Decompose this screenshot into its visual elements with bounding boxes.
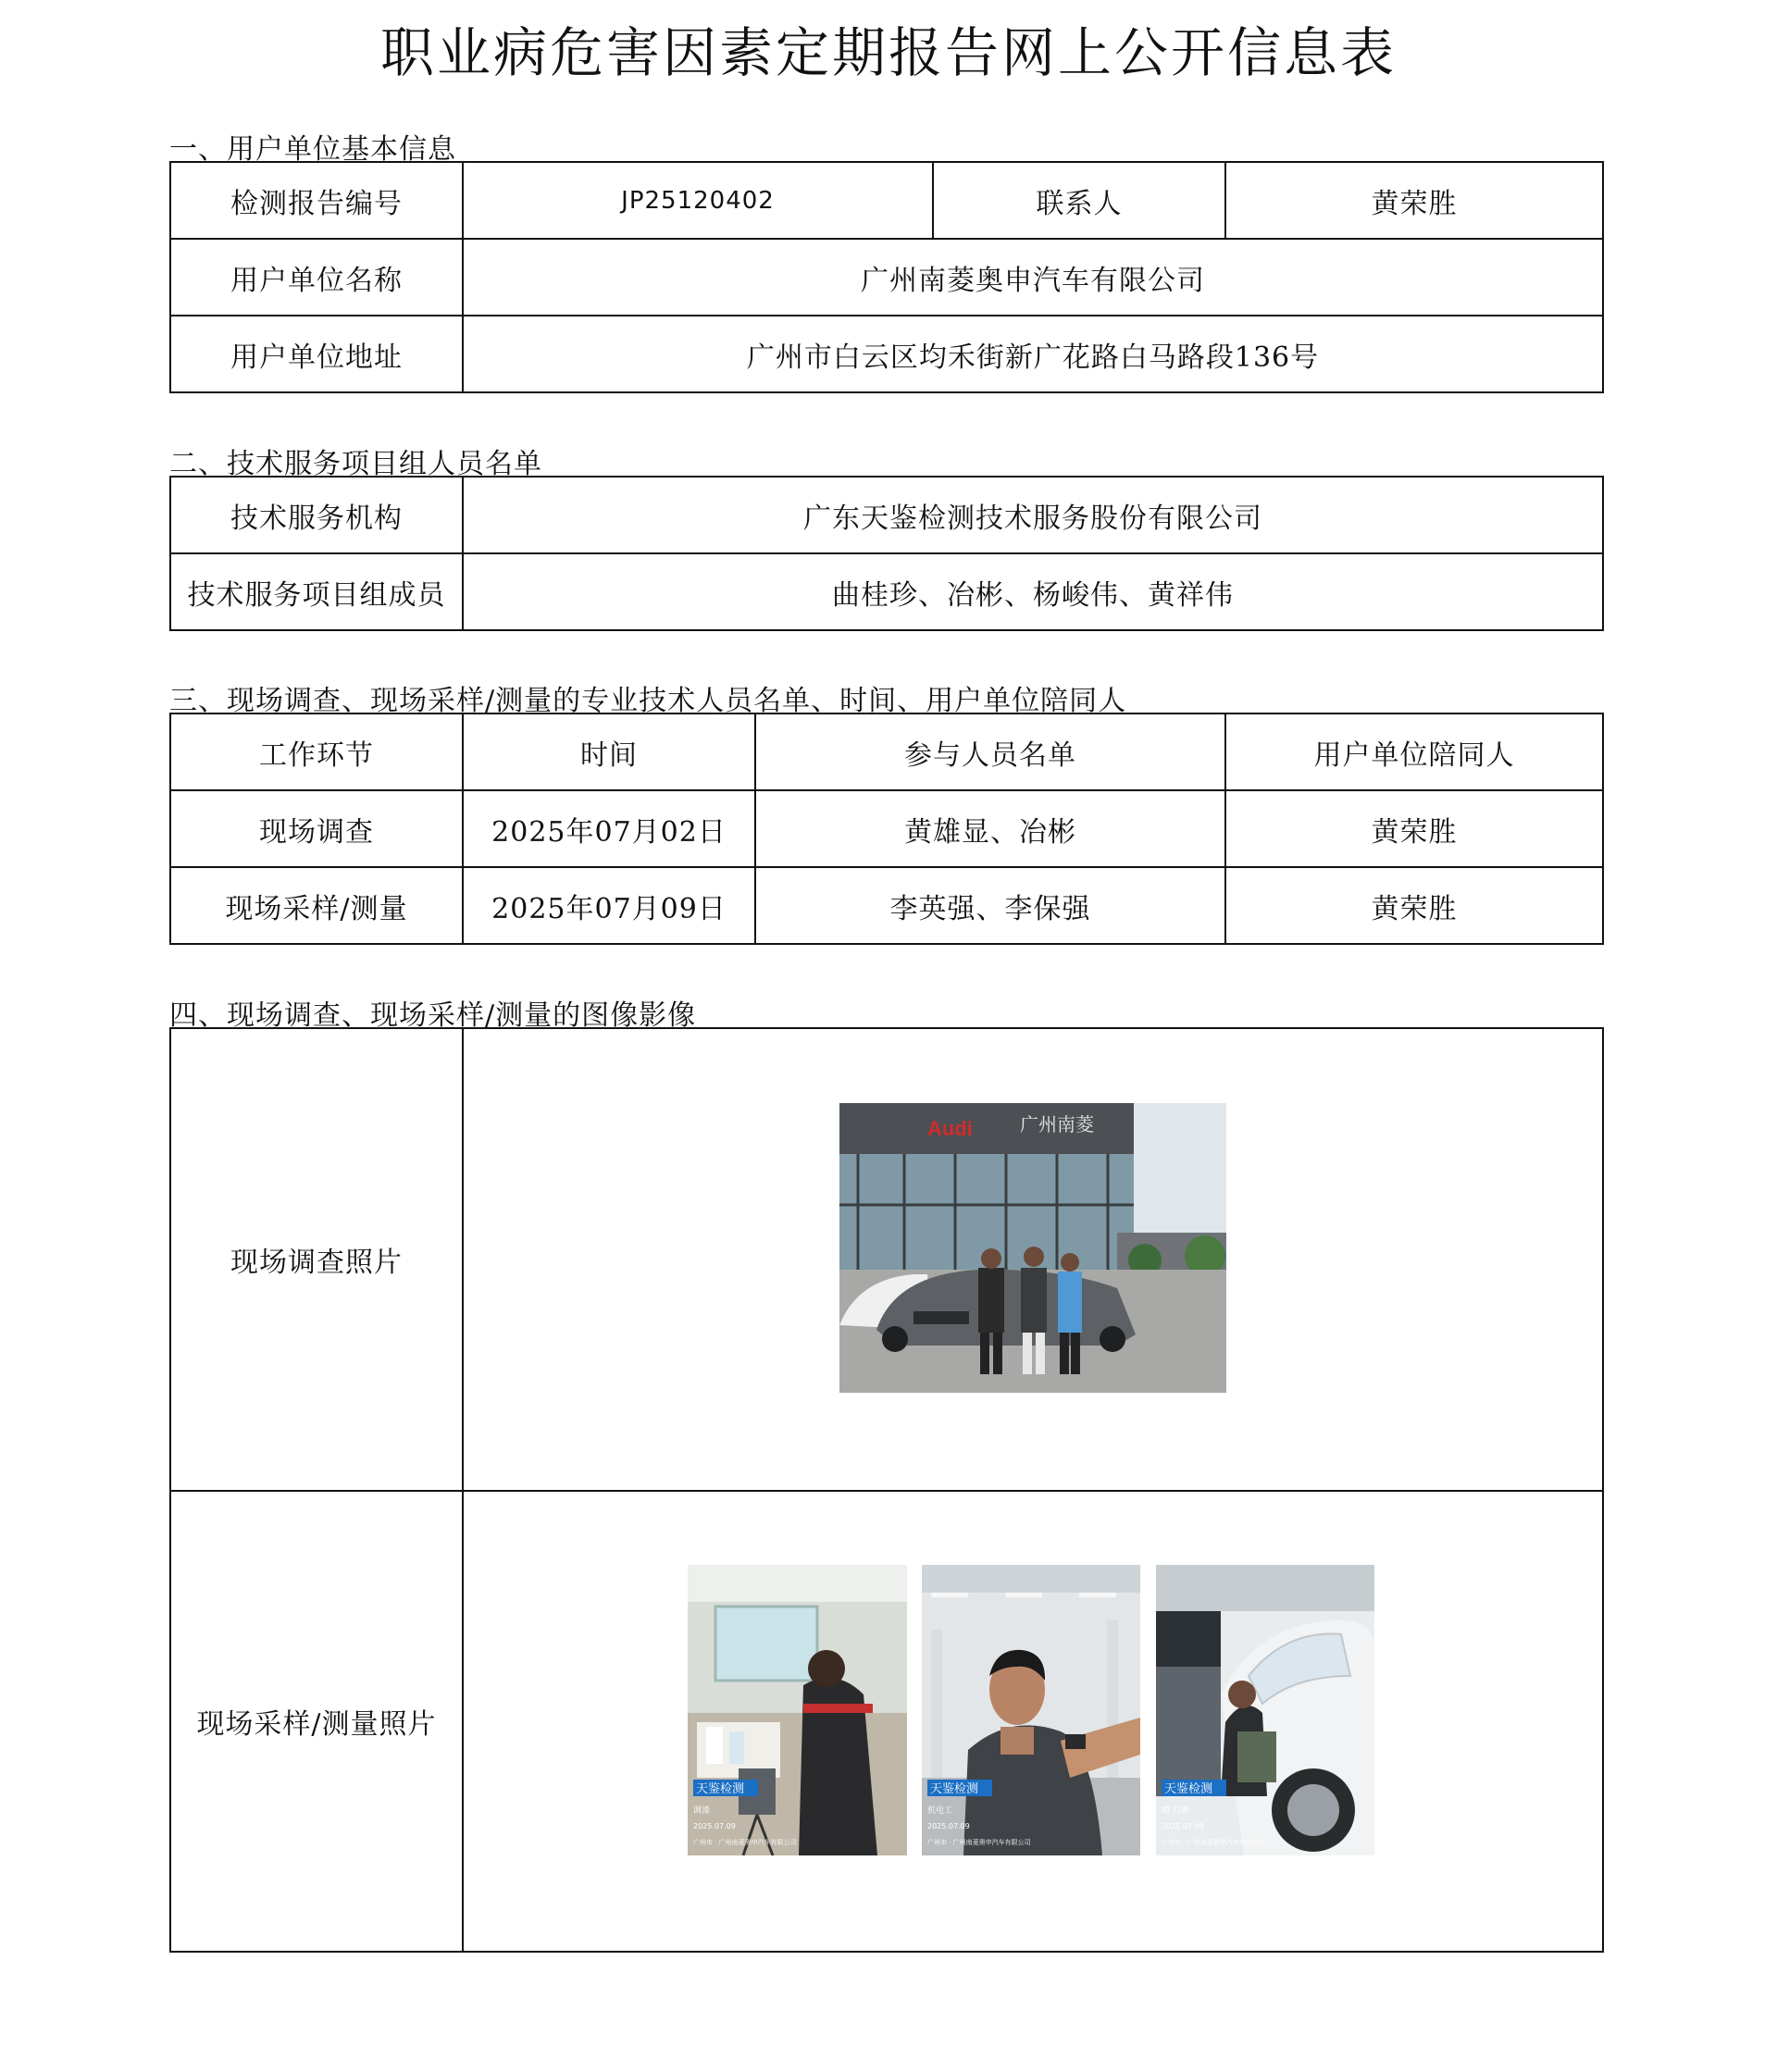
watermark-date: 2025.07.09 [927,1822,970,1830]
watermark-role: 喷 打磨 [1162,1806,1189,1816]
watermark-role: 机电工 [927,1806,953,1816]
watermark-logo: 天鉴检测 [930,1782,979,1796]
project-team-table [169,476,1604,631]
row-staff: 李英强、李保强 [755,867,1225,944]
header-time: 时间 [463,713,755,790]
sampling-photo-label: 现场采样/测量照片 [170,1491,463,1952]
row-stage: 现场采样/测量 [170,867,463,944]
table-header-row [170,713,1603,790]
address-value: 广州市白云区均禾街新广花路白马路段136号 [463,316,1603,392]
company-value: 广州南菱奥申汽车有限公司 [463,239,1603,316]
section1-heading: 一、用户单位基本信息 [169,133,456,166]
members-label: 技术服务项目组成员 [170,553,463,630]
watermark-place: 广州市 · 广州南菱奥申汽车有限公司 [927,1839,1031,1846]
watermark-logo: 天鉴检测 [1164,1782,1213,1796]
audi-sign-text: Audi [927,1117,973,1140]
row-stage: 现场调查 [170,790,463,867]
sampling-photo-2 [922,1565,1140,1855]
row-escort: 黄荣胜 [1225,790,1603,867]
address-label: 用户单位地址 [170,316,463,392]
watermark-date: 2025.07.09 [693,1822,736,1830]
watermark-place: 广州市 · 广州南菱奥申汽车有限公司 [693,1839,797,1846]
watermark-date: 2025.07.09 [1162,1822,1204,1830]
row-time: 2025年07月09日 [463,867,755,944]
header-escort: 用户单位陪同人 [1225,713,1603,790]
survey-photo-label: 现场调查照片 [170,1028,463,1491]
org-label: 技术服务机构 [170,477,463,553]
report-no-label: 检测报告编号 [170,162,463,239]
watermark-place: 广州市 · 广州南菱奥申汽车有限公司 [1162,1839,1265,1846]
page-title: 职业病危害因素定期报告网上公开信息表 [379,21,1397,84]
header-staff: 参与人员名单 [755,713,1225,790]
table-row [170,867,1603,944]
members-value: 曲桂珍、冶彬、杨峻伟、黄祥伟 [463,553,1603,630]
survey-photo [839,1103,1226,1393]
personnel-table [169,713,1604,945]
row-staff: 黄雄显、冶彬 [755,790,1225,867]
report-no-value: JP25120402 [463,162,933,239]
section2-heading: 二、技术服务项目组人员名单 [169,448,542,480]
row-time: 2025年07月02日 [463,790,755,867]
section4-heading: 四、现场调查、现场采样/测量的图像影像 [169,999,697,1032]
sampling-photo-1 [688,1565,907,1855]
table-row [170,790,1603,867]
watermark-role: 调漆 [693,1806,711,1816]
watermark-logo: 天鉴检测 [696,1782,745,1796]
company-label: 用户单位名称 [170,239,463,316]
dealer-sign-text: 广州南菱 [1020,1113,1094,1135]
header-stage: 工作环节 [170,713,463,790]
contact-label: 联系人 [933,162,1225,239]
org-value: 广东天鉴检测技术服务股份有限公司 [463,477,1603,553]
basic-info-table [169,161,1604,393]
row-escort: 黄荣胜 [1225,867,1603,944]
section3-heading: 三、现场调查、现场采样/测量的专业技术人员名单、时间、用户单位陪同人 [169,685,1127,717]
contact-value: 黄荣胜 [1225,162,1603,239]
sampling-photo-3 [1156,1565,1374,1855]
